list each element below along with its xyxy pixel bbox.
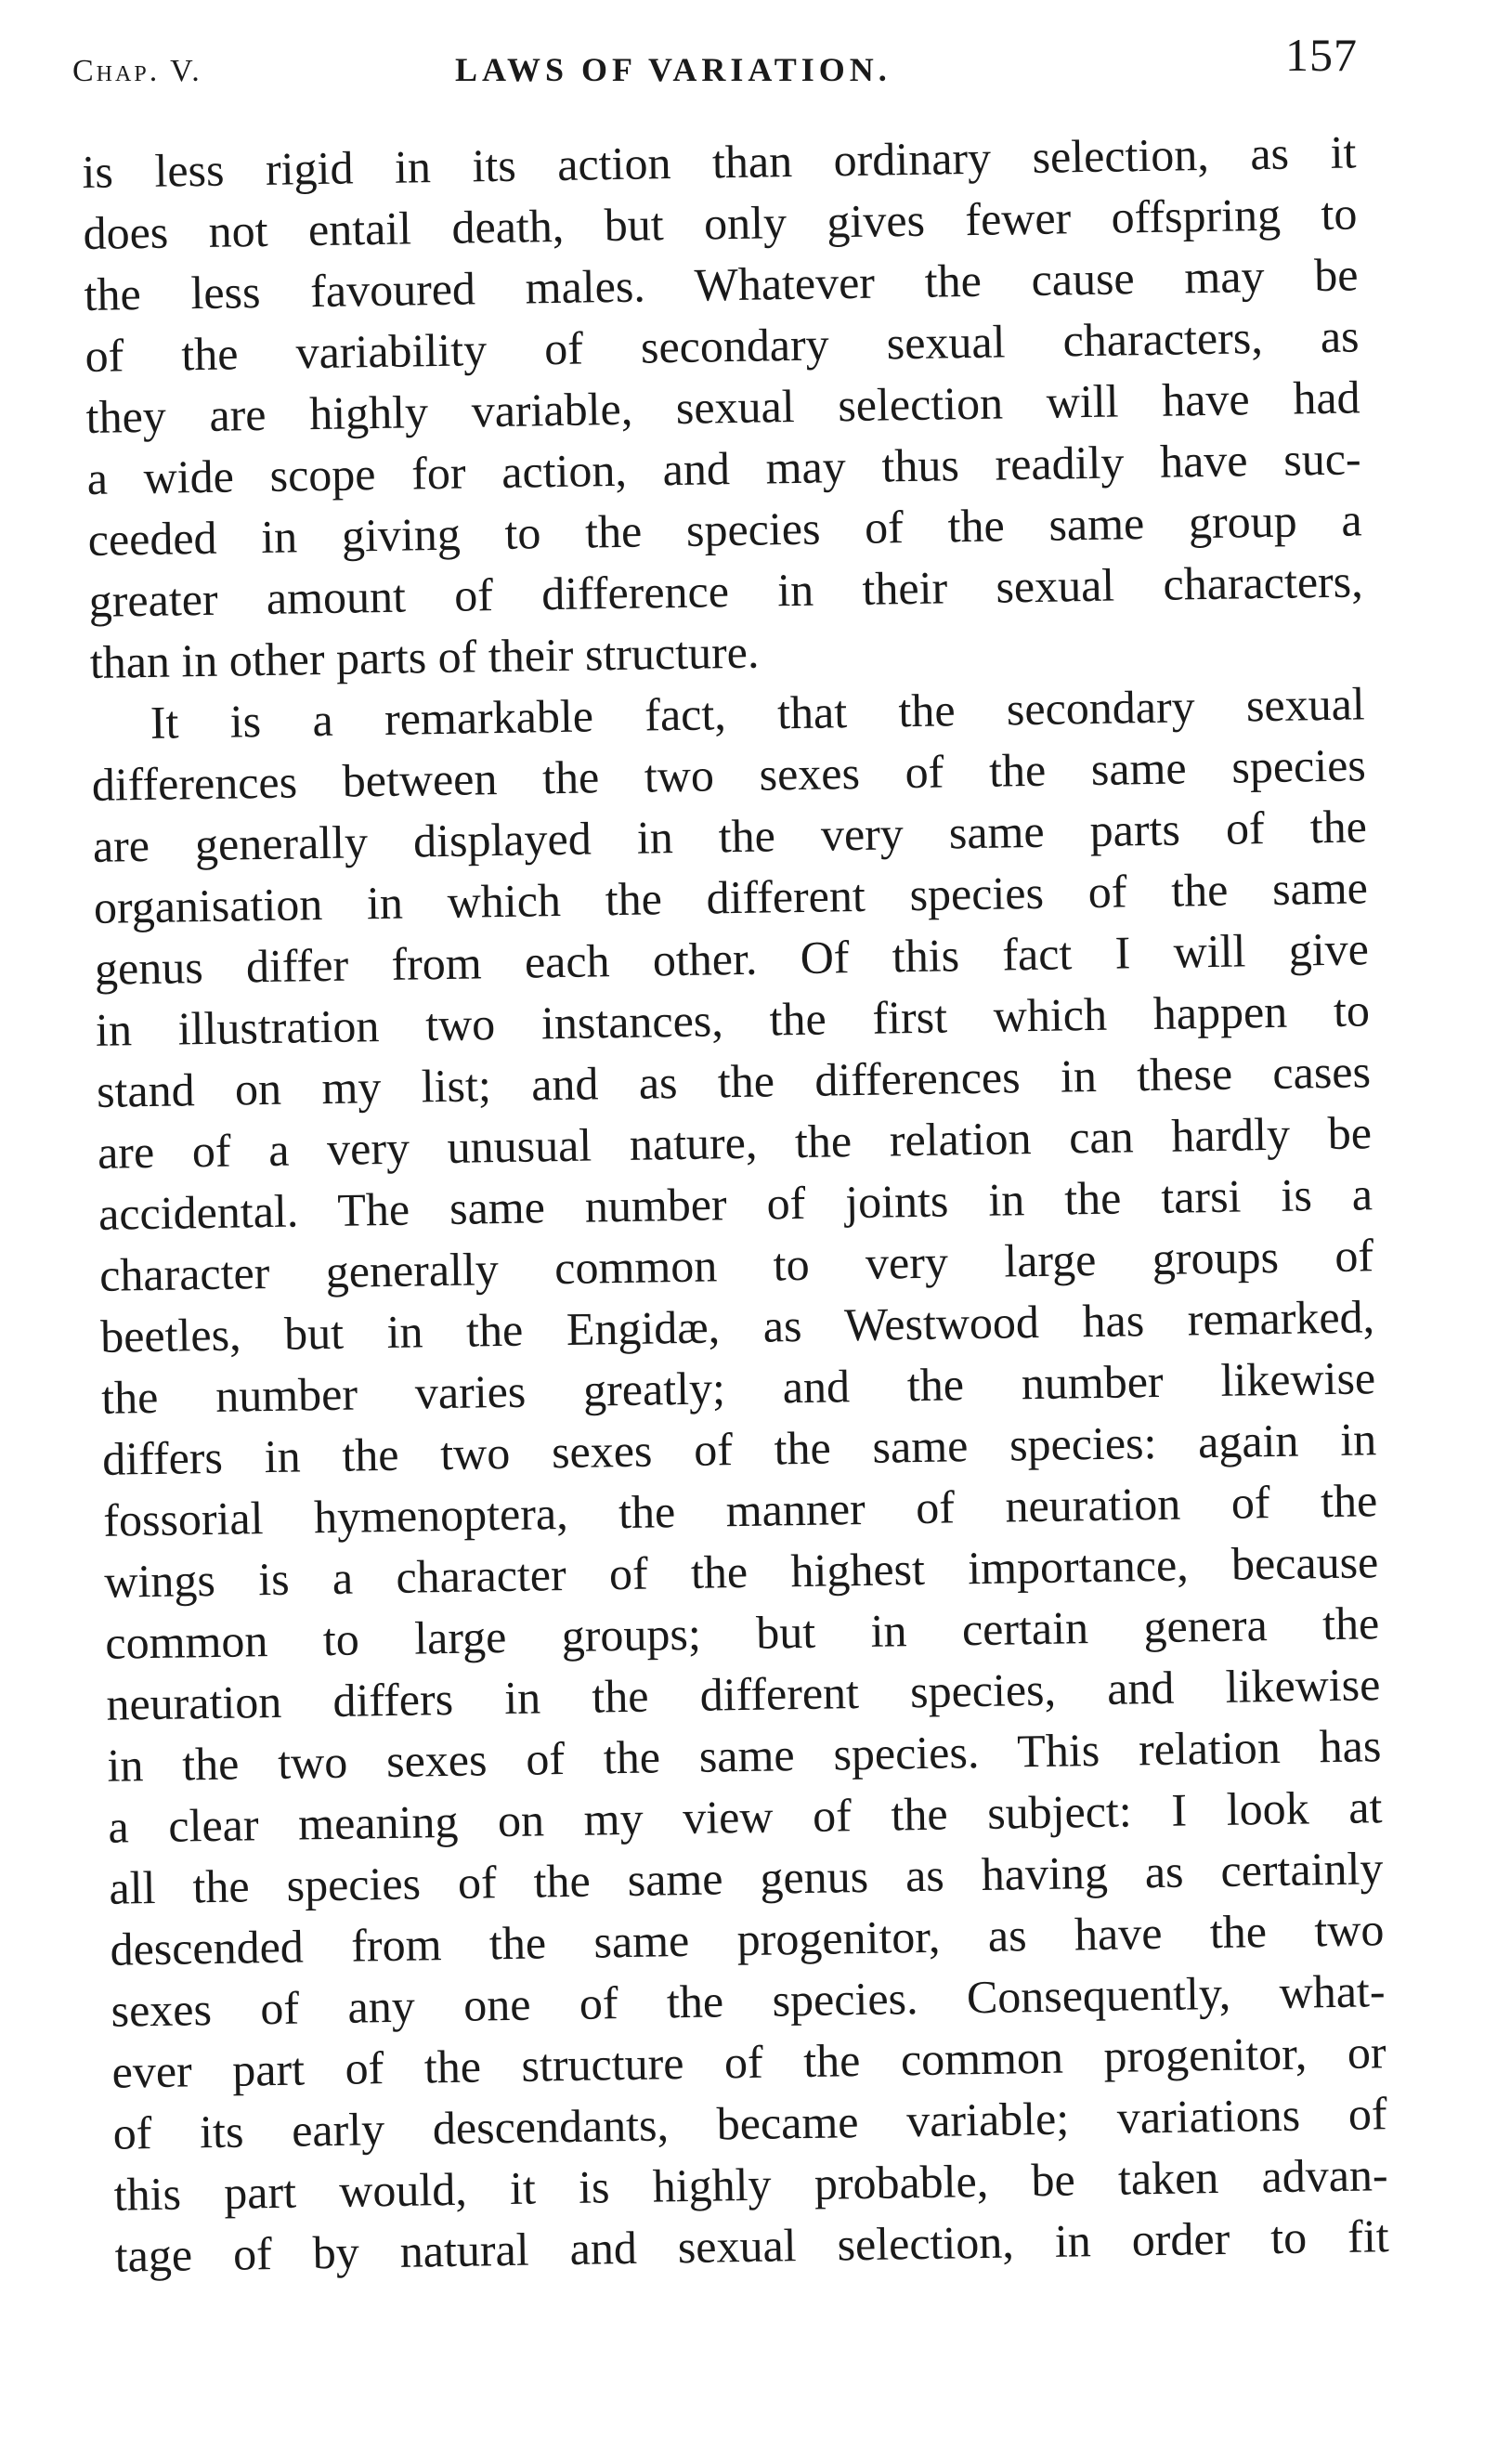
text-line: It is a remarkable fact, that the secondary sexual — [150, 677, 1366, 749]
text-line: in illustration two instances, the first which happen to — [95, 984, 1371, 1056]
text-line: wings is a character of the highest importance, because — [103, 1535, 1379, 1608]
text-line: all the species of the same genus as having as certainly — [109, 1842, 1384, 1914]
text-line: descended from the same progenitor, as have the two — [110, 1903, 1385, 1975]
text-line: are generally displayed in the very same parts of the — [92, 800, 1368, 872]
page-header — [72, 28, 1358, 102]
text-line: sexes of any one of the species. Consequently, what- — [111, 1964, 1386, 2037]
text-line: a wide scope for action, and may thus readily have suc- — [86, 432, 1361, 504]
text-line: neuration differs in the different species, and likewise — [105, 1658, 1381, 1730]
text-line: than in other parts of their structure. — [89, 625, 760, 688]
text-line: does not entail death, but only gives fewer offspring to — [83, 187, 1358, 259]
text-line: genus differ from each other. Of this fact I will give — [94, 922, 1370, 995]
body-text — [82, 121, 1389, 2286]
text-line: of its early descendants, became variable; variations of — [112, 2087, 1387, 2159]
text-line: in the two sexes of the same species. This relation has — [107, 1719, 1382, 1792]
chapter-label: Chap. V. — [72, 54, 202, 88]
text-line: differences between the two sexes of the same species — [91, 738, 1367, 811]
text-line: of the variability of secondary sexual characters, as — [85, 309, 1360, 382]
running-title: LAWS OF VARIATION. — [455, 51, 892, 88]
text-line: stand on my list; and as the differences in these cases — [96, 1045, 1372, 1117]
text-line: ceeded in giving to the species of the same group a — [87, 493, 1363, 566]
text-line: differs in the two sexes of the same species: again in — [101, 1413, 1377, 1485]
text-line: greater amount of difference in their sexual characters, — [88, 554, 1364, 627]
text-line: are of a very unusual nature, the relation can hardly be — [97, 1106, 1373, 1179]
text-line: a clear meaning on my view of the subject: I look at — [108, 1780, 1383, 1853]
text-line: character generally common to very large groups of — [98, 1229, 1374, 1301]
text-line: the less favoured males. Whatever the cause may be — [84, 248, 1359, 320]
text-line: tage of by natural and sexual selection, in order to fit — [114, 2210, 1390, 2282]
text-line: this part would, it is highly probable, be taken advan- — [113, 2148, 1388, 2221]
paragraph-2 — [90, 672, 1389, 2286]
page-number: 157 — [1285, 29, 1358, 81]
text-line: beetles, but in the Engidæ, as Westwood has remarked, — [99, 1290, 1375, 1362]
text-line: accidental. The same number of joints in the tarsi is a — [98, 1167, 1373, 1240]
text-line: ever part of the structure of the common progenitor, or — [111, 2026, 1386, 2098]
text-line: is less rigid in its action than ordinary selection, as it — [82, 125, 1357, 198]
text-line: the number varies greatly; and the number likewise — [100, 1351, 1376, 1424]
text-line: organisation in which the different species of the same — [93, 861, 1369, 933]
paragraph-1 — [82, 121, 1364, 692]
text-line: they are highly variable, sexual selection will have had — [85, 371, 1360, 443]
text-line: common to large groups; but in certain genera the — [104, 1597, 1380, 1669]
text-line: fossorial hymenoptera, the manner of neuration of the — [102, 1474, 1378, 1546]
